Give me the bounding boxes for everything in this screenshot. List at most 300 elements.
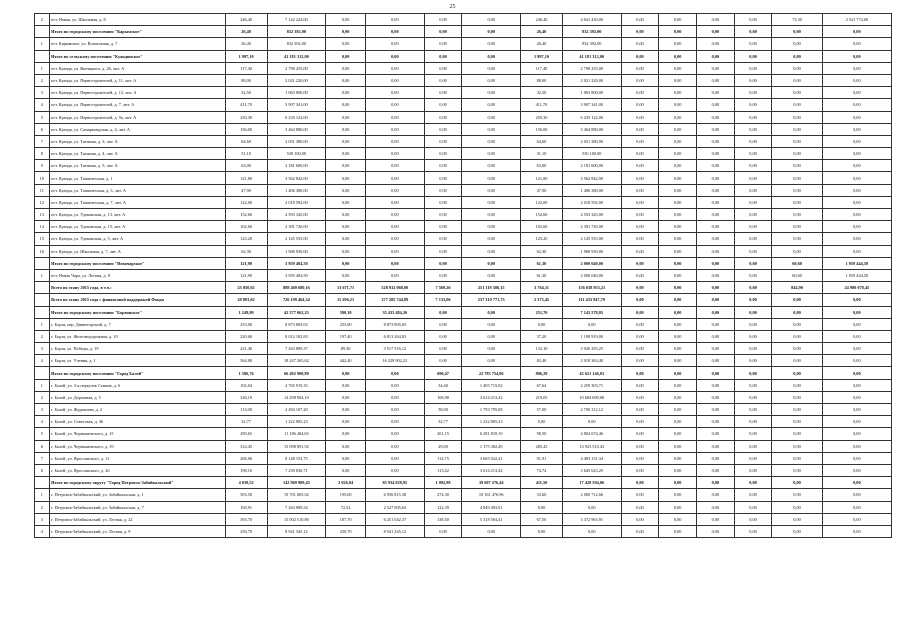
table-cell: 60,60 [772,257,822,269]
table-cell: 88,00 [521,74,563,86]
table-row [35,209,892,221]
table-cell: 0,00 [424,148,462,160]
table-cell: 0,00 [366,269,425,281]
table-cell: 0,00 [822,221,891,233]
table-cell: 2 391 720,00 [562,221,621,233]
table-cell: 7 [35,135,50,147]
table-cell: 13 [35,209,50,221]
table-cell: 0,00 [462,184,521,196]
table-cell: 0,00 [772,464,822,476]
table-cell: 2 026,04 [326,477,366,489]
table-row [35,391,892,403]
table-row [35,404,892,416]
table-cell: 0,00 [772,367,822,379]
table-cell: 1 222 805,23 [267,416,326,428]
table-cell: 0,00 [659,87,697,99]
table-cell: 123,20 [521,233,563,245]
table-cell: 1 [35,38,50,50]
table-cell: 6 [35,123,50,135]
table-row [35,245,892,257]
table-cell: 3 959 484,50 [267,257,326,269]
table-cell: 0,00 [734,269,772,281]
table-row [35,379,892,391]
table-cell: 0,00 [822,306,891,318]
table-cell: пгт. Куанда, ул. Первостроителей, д. 11, лит. А [49,74,225,86]
table-cell: 0,00 [462,74,521,86]
table-cell: 0,00 [424,355,462,367]
table-cell: 0,00 [697,391,735,403]
table-cell: 0,00 [659,111,697,123]
table-cell: 0,00 [697,501,735,513]
table-cell: 0,00 [822,111,891,123]
table-cell: 0,00 [462,330,521,342]
table-cell: 246,40 [225,14,267,26]
table-cell: 0,00 [697,111,735,123]
table-cell: 0,00 [659,245,697,257]
table-cell: 0,00 [659,343,697,355]
table-cell: 442,40 [326,355,366,367]
table-cell: 326,10 [225,391,267,403]
table-cell: 530 100,00 [562,148,621,160]
table-cell: 0,00 [734,257,772,269]
table-cell: 0,00 [734,416,772,428]
table-cell: 0,00 [424,26,462,38]
table-cell: 0,00 [772,513,822,525]
table-cell: 0,00 [822,172,891,184]
table-cell: 0,00 [621,62,659,74]
table-cell: 0,00 [697,477,735,489]
table-cell: 0,00 [697,428,735,440]
table-cell: 121,80 [225,172,267,184]
table-cell: 111 433 947,70 [562,294,621,306]
table-cell: 0,00 [697,233,735,245]
table-cell: 10 684 690,68 [562,391,621,403]
table-cell: 0,00 [822,148,891,160]
table-cell: 24 980 078,45 [822,282,891,294]
table-cell: 0,00 [822,391,891,403]
table-cell: 0,00 [424,14,462,26]
table-cell: 0,00 [697,367,735,379]
table-cell: 0,00 [462,343,521,355]
table-row [35,38,892,50]
table-row [35,111,892,123]
table-cell: пгт. Куанда, ул. Таежная, д. 5, лит. А [49,160,225,172]
table-cell: 1 [35,318,50,330]
table-cell: 219,05 [521,391,563,403]
table-cell: 106,98 [424,391,462,403]
table-cell: 1 959 444,50 [822,269,891,281]
table-subtotal-row [35,306,892,318]
table-cell: 0,00 [366,123,425,135]
table-cell: 7 142 224,00 [267,14,326,26]
table-cell: 1 092,88 [424,477,462,489]
table-subtotal-row [35,367,892,379]
table-cell: 0,00 [822,196,891,208]
table-row [35,99,892,111]
table-cell: 0,00 [326,233,366,245]
table-cell: 198,16 [225,464,267,476]
table-cell: 0,00 [659,318,697,330]
table-cell: 0,00 [366,62,425,74]
table-cell: 590,10 [326,306,366,318]
table-cell: 0,00 [326,123,366,135]
table-cell: 0,00 [734,489,772,501]
table-cell: 0,00 [734,38,772,50]
table-cell: 1 959 444,50 [822,257,891,269]
table-cell: 7 239 836,71 [267,464,326,476]
table-cell: 299,65 [225,428,267,440]
table-cell: 0,00 [621,257,659,269]
table-cell: 844,90 [772,282,822,294]
table-row [35,221,892,233]
table-cell: 0,00 [697,245,735,257]
table-cell: 6 956 815,38 [366,489,425,501]
table-cell: 0,00 [621,196,659,208]
table-cell: 0,00 [772,160,822,172]
table-cell: 0,00 [822,513,891,525]
table-cell: 0,00 [659,99,697,111]
table-cell: 0,00 [621,379,659,391]
table-cell: 113,00 [225,404,267,416]
table-row [35,148,892,160]
table-cell: 0,00 [697,330,735,342]
table-cell: 0,00 [366,87,425,99]
table-cell: 2 000 040,00 [562,257,621,269]
table-cell: 8 [35,148,50,160]
table-row [35,343,892,355]
table-cell: 2 181 600,00 [562,160,621,172]
table-cell: 14 298 904,10 [267,391,326,403]
table-cell: 61,30 [521,257,563,269]
table-cell: 156,00 [225,123,267,135]
table-row [35,330,892,342]
table-cell: 7 569,26 [424,282,462,294]
table-cell: 0,00 [366,184,425,196]
table-cell: 0,00 [697,379,735,391]
table-cell: 0,00 [697,123,735,135]
table-cell: 16 228 902,22 [366,355,425,367]
table-cell: 0,00 [772,111,822,123]
table-cell: 64,60 [225,135,267,147]
table-cell: 3 562 842,00 [267,172,326,184]
table-cell: 0,00 [734,525,772,537]
table-cell: 1 [35,489,50,501]
table-cell: г. Петровск-Забайкальский, ул. Лесная, д. 22 [49,513,225,525]
table-cell: 66 492 900,89 [267,367,326,379]
table-cell: 0,00 [621,209,659,221]
table-cell: 0,00 [822,87,891,99]
table-cell: 15 002 510,80 [267,513,326,525]
table-cell: 88,00 [225,74,267,86]
table-cell: 0,00 [326,209,366,221]
table-cell: 0,00 [659,282,697,294]
table-cell: 2 000 040,00 [562,269,621,281]
table-cell: 3 464 880,00 [562,123,621,135]
table-cell: 0,00 [697,209,735,221]
table-cell: 3 372 963,91 [562,513,621,525]
table-cell: 0,00 [366,38,425,50]
table-cell: 0,00 [366,50,425,62]
table-cell: 2 000 712,66 [562,489,621,501]
table-cell: 206,06 [225,452,267,464]
table-cell: 5 [35,111,50,123]
table-cell: 0,00 [462,50,521,62]
table-cell: 0,00 [772,306,822,318]
table-cell: 4 [35,99,50,111]
table-cell: 0,00 [697,99,735,111]
table-cell: 0,00 [772,489,822,501]
table-cell: 0,00 [772,209,822,221]
table-cell: 832 392,00 [267,26,326,38]
table-cell: 201,15 [424,428,462,440]
table-cell: 0,00 [822,452,891,464]
table-cell: 0,00 [697,440,735,452]
table-cell: 0,00 [621,525,659,537]
table-cell [35,477,50,489]
table-cell: 26,40 [521,26,563,38]
table-cell: 8 873 805,03 [267,318,326,330]
table-cell: 0,00 [326,257,366,269]
table-cell: 121,80 [521,172,563,184]
table-cell: 221,40 [225,343,267,355]
table-cell: 0,00 [326,245,366,257]
table-cell: 0,00 [697,452,735,464]
table-cell: 1 198 919,00 [562,330,621,342]
table-cell: 253,00 [225,318,267,330]
table-cell: 0,00 [462,172,521,184]
table-cell: 0,00 [734,306,772,318]
table-cell: 0,00 [424,525,462,537]
table-cell: 7 133,06 [424,294,462,306]
table-cell: пгт. Куанда, ул. Вытвцкого, д. 26, лит. А [49,62,225,74]
table-cell: 0,00 [424,196,462,208]
table-cell: 0,00 [659,196,697,208]
table-cell: 0,00 [462,196,521,208]
table-row [35,123,892,135]
table-subtotal-row [35,257,892,269]
table-cell: 0,00 [822,464,891,476]
table-cell: 0,00 [697,160,735,172]
table-cell: 121,90 [225,269,267,281]
table-cell: 0,00 [822,477,891,489]
table-cell: 0,00 [822,233,891,245]
table-cell: 0,00 [326,221,366,233]
table-cell: 411,70 [225,99,267,111]
table-cell: 2 [35,330,50,342]
table-cell: 0,00 [462,87,521,99]
table-cell: 6 251 042,37 [366,513,425,525]
table-cell: 0,00 [521,318,563,330]
table-cell: 564,80 [225,355,267,367]
table-cell: 74,74 [521,464,563,476]
table-cell: 0,00 [621,464,659,476]
table-cell: 0,00 [697,282,735,294]
table-cell: 152,60 [225,209,267,221]
table-cell: 0,00 [697,343,735,355]
table-cell: 2 [35,14,50,26]
table-cell: 122,00 [225,196,267,208]
table-cell: 0,00 [424,318,462,330]
table-cell: 0,00 [462,355,521,367]
table-cell: 47,90 [521,184,563,196]
table-cell: 0,00 [366,26,425,38]
table-cell: 0,00 [366,379,425,391]
table-cell: 0,00 [621,513,659,525]
table-cell: 19 701 005,02 [267,489,326,501]
table-row [35,525,892,537]
table-cell: пгт. Куанда, ул. Школьная, д. 7, лит. А [49,245,225,257]
table-cell: 0,00 [424,257,462,269]
table-cell: 3 645 623,29 [562,464,621,476]
table-cell: 4 038,52 [225,477,267,489]
table-cell: 3 907 341,00 [267,99,326,111]
table-cell: 156 638 953,21 [562,282,621,294]
table-cell: 0,00 [822,135,891,147]
table-cell: 0,00 [326,50,366,62]
table-cell: 0,00 [772,355,822,367]
table-cell: 0,00 [659,26,697,38]
table-cell: 3 665 022,41 [462,452,521,464]
table-cell: 0,00 [822,74,891,86]
table-cell: 3 [35,87,50,99]
table-cell: 82,40 [521,355,563,367]
table-cell: 0,00 [772,416,822,428]
table-cell: Итого по городскому поселению "Борзинское" [49,306,225,318]
table-cell: 0,00 [697,489,735,501]
table-cell: 0,00 [659,452,697,464]
table-cell: 0,00 [326,99,366,111]
table-cell: 0,00 [659,123,697,135]
table-cell: 0,00 [621,501,659,513]
table-cell: 0,00 [621,477,659,489]
table-cell: г. Борзя, ул. Железнодорожная, д. 10 [49,330,225,342]
table-cell: 0,00 [734,160,772,172]
table-cell: 31,10 [225,148,267,160]
table-cell: 0,00 [772,50,822,62]
table-cell: пгт. Карымское, ул. Вокзальная, д. 7 [49,38,225,50]
table-cell: 0,00 [734,148,772,160]
table-row [35,172,892,184]
table-cell: 2 259 303,71 [562,379,621,391]
table-cell: 4 [35,525,50,537]
table-cell: пгт. Куанда, ул. Ташкентская, д. 7, лит. А [49,196,225,208]
table-cell: 0,00 [621,160,659,172]
table-cell: 0,00 [697,306,735,318]
register-table [34,13,892,538]
table-cell: 888 469 680,16 [267,282,326,294]
table-cell: 0,00 [366,428,425,440]
table-cell: 2 145 555,00 [267,233,326,245]
table-cell: 1 222 805,23 [462,416,521,428]
table-subtotal-row [35,294,892,306]
table-cell: 0,00 [326,111,366,123]
table-cell: 0,00 [424,87,462,99]
table-cell: 0,00 [822,62,891,74]
table-cell: 0,00 [697,221,735,233]
table-cell: 0,00 [621,391,659,403]
table-cell: 0,00 [659,257,697,269]
table-cell: 726 199 464,34 [267,294,326,306]
table-cell: 10 [35,172,50,184]
table-cell: пгт. Новая Чара, ул. Лесная, д. 8 [49,269,225,281]
table-cell: 62,30 [225,245,267,257]
table-cell: 0,00 [621,404,659,416]
table-cell: 1 406 380,00 [267,184,326,196]
table-cell: 0,00 [659,379,697,391]
table-cell: 16 [35,245,50,257]
table-cell: 61,30 [521,269,563,281]
table-cell: 896,29 [521,367,563,379]
table-cell: г. Балей, ул. Ярославского, д. 11 [49,452,225,464]
table-cell: 152,60 [521,209,563,221]
table-cell: 0,00 [424,209,462,221]
table-row [35,135,892,147]
table-cell: 26,40 [225,38,267,50]
table-cell: 2 700 312,12 [562,404,621,416]
table-cell: 0,00 [366,14,425,26]
table-cell: 194,91 [225,501,267,513]
table-cell: 0,00 [621,330,659,342]
table-cell: 0,00 [326,428,366,440]
table-cell: 0,00 [326,404,366,416]
table-cell: 250,30 [225,111,267,123]
table-cell: 0,00 [822,404,891,416]
table-cell: 0,00 [621,343,659,355]
table-cell: 0,00 [366,391,425,403]
table-cell: 63,00 [225,160,267,172]
table-cell: 0,00 [621,184,659,196]
table-cell: 251,70 [521,306,563,318]
table-cell: 253,00 [326,318,366,330]
table-cell: 0,00 [772,330,822,342]
table-cell: 72,52 [326,501,366,513]
table-cell: 0,00 [772,318,822,330]
table-cell: 1 063 800,00 [267,87,326,99]
table-cell: 60,60 [772,269,822,281]
table-cell: 0,00 [734,379,772,391]
table-cell: 0,00 [659,513,697,525]
table-cell: 0,00 [659,50,697,62]
table-cell: 0,00 [734,87,772,99]
table-cell: г. Балей, ул. Дорожная, д. 5 [49,391,225,403]
table-cell: 0,00 [366,440,425,452]
table-cell: 0,00 [659,269,697,281]
table-cell: 102,60 [225,221,267,233]
table-cell: 197,40 [326,330,366,342]
table-cell: 0,00 [822,440,891,452]
table-cell: 9 [35,160,50,172]
table-cell: 89,30 [326,343,366,355]
table-cell: 41 181 312,00 [267,50,326,62]
table-cell: 0,00 [697,404,735,416]
table-cell: 67,64 [521,379,563,391]
table-cell: 832 392,00 [267,38,326,50]
table-cell: г. Балей, ул. Чернышевского, д. 15 [49,428,225,440]
table-cell: 0,00 [424,233,462,245]
table-cell: 0,00 [462,221,521,233]
table-cell: 0,00 [822,26,891,38]
table-cell: 0,00 [734,477,772,489]
table-cell: 0,00 [659,14,697,26]
table-cell: 0,00 [659,135,697,147]
register-table-body [35,14,892,538]
table-cell: 528 932 068,00 [366,282,425,294]
table-cell: 20 803,62 [225,294,267,306]
table-cell: 0,00 [366,367,425,379]
table-cell: 411,70 [521,99,563,111]
table-cell: 0,00 [462,525,521,537]
table-cell: 0,00 [424,221,462,233]
